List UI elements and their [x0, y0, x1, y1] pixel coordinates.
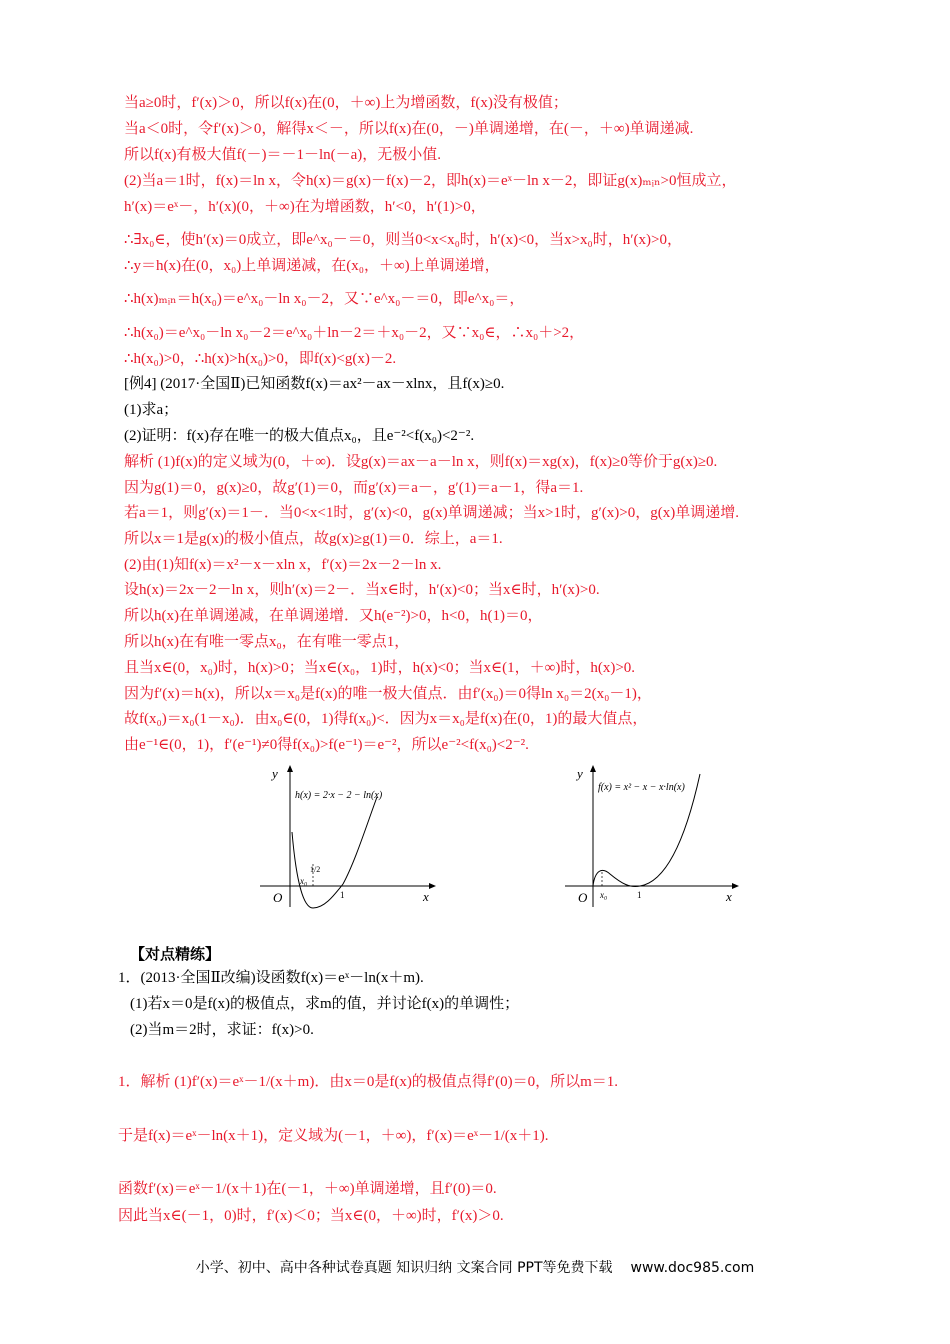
- graph-left-tick-one: 1: [340, 890, 345, 900]
- page-footer: [0, 1257, 950, 1277]
- text-line: 所以f(x)有极大值f(－)＝－1－ln(－a)，无极小值.: [124, 147, 442, 163]
- text-line: 设h(x)＝2x－2－ln x，则h′(x)＝2－．当x∈时，h′(x)<0；当x∈时，h′(x)>0.: [124, 582, 600, 598]
- footer-site-link[interactable]: www.doc985.com: [630, 1260, 755, 1276]
- graph-right-origin: O: [578, 890, 588, 905]
- text-line: (2)当m＝2时，求证：f(x)>0.: [130, 1022, 314, 1038]
- text-line: 所以h(x)在单调递减，在单调递增．又h(e⁻²)>0，h<0，h(1)＝0，: [124, 608, 543, 624]
- text-line: h′(x)＝eˣ－，h′(x)(0，＋∞)在为增函数，h′<0，h′(1)>0，: [124, 199, 486, 215]
- text-line: (1)若x＝0是f(x)的极值点，求m的值，并讨论f(x)的单调性；: [130, 996, 520, 1012]
- text-line: ∴y＝h(x)在(0，x₀)上单调递减，在(x₀，＋∞)上单调递增，: [124, 258, 500, 274]
- text-line: 函数f′(x)＝eˣ－1/(x＋1)在(－1，＋∞)单调递增，且f′(0)＝0.: [118, 1181, 497, 1197]
- text-line: (2)当a＝1时，f(x)＝ln x，令h(x)＝g(x)－f(x)－2，即h(x)＝eˣ－ln x－2，即证g(x)ₘᵢₙ>0恒成立，: [124, 173, 737, 189]
- graph-right-y-label: y: [577, 766, 583, 781]
- text-line: ∴∃x₀∈，使h′(x)＝0成立，即e^x₀－＝0，则当0<x<x₀时，h′(x)<0，当x>x₀时，h′(x)>0，: [124, 232, 683, 248]
- graph-left-origin: O: [273, 890, 283, 905]
- graph-left-y-label: y: [272, 766, 278, 781]
- text-line: (2)证明：f(x)存在唯一的极大值点x₀，且e⁻²<f(x₀)<2⁻².: [124, 428, 475, 444]
- text-line: 因此当x∈(－1，0)时，f′(x)＜0；当x∈(0，＋∞)时，f′(x)＞0.: [118, 1208, 504, 1224]
- graph-left-curve-label: h(x) = 2·x − 2 − ln(x): [295, 790, 383, 801]
- text-line: 且当x∈(0，x₀)时，h(x)>0；当x∈(x₀，1)时，h(x)<0；当x∈(1，＋∞)时，h(x)>0.: [124, 660, 636, 676]
- graph-right-tick-one: 1: [637, 890, 642, 900]
- text-line: 若a＝1，则g′(x)＝1－．当0<x<1时，g′(x)<0，g(x)单调递减；当x>1时，g′(x)>0，g(x)单调递增.: [124, 505, 740, 521]
- text-line: 故f(x₀)＝x₀(1－x₀)．由x₀∈(0，1)得f(x₀)<．因为x＝x₀是f(x)在(0，1)的最大值点，: [124, 711, 648, 727]
- text-line: 因为g(1)＝0，g(x)≥0，故g′(1)＝0，而g′(x)＝a－，g′(1)＝a－1，得a＝1.: [124, 480, 584, 496]
- text-line: (2)由(1)知f(x)＝x²－x－xln x，f′(x)＝2x－2－ln x.: [124, 557, 442, 573]
- text-line: ∴h(x)ₘᵢₙ＝h(x₀)＝e^x₀－ln x₀－2，又∵e^x₀－＝0，即e^x₀＝，: [124, 291, 525, 307]
- text-line: 所以x＝1是g(x)的极小值点，故g(x)≥g(1)＝0．综上，a＝1.: [124, 531, 503, 547]
- graph-left-tick-half: 1/2: [310, 865, 321, 874]
- text-line: 1．解析 (1)f′(x)＝eˣ－1/(x＋m)．由x＝0是f(x)的极值点得f′(0)＝0，所以m＝1.: [118, 1074, 618, 1090]
- text-line: 1．(2013·全国Ⅱ改编)设函数f(x)＝eˣ－ln(x＋m).: [118, 970, 424, 986]
- graph-right-curve-label: f(x) = x² − x − x·ln(x): [598, 782, 685, 793]
- graph-left-tick-x0: x₀: [300, 876, 308, 886]
- graph-f-function: [560, 762, 745, 912]
- text-line: 解析 (1)f(x)的定义域为(0，＋∞)．设g(x)＝ax－a－ln x，则f(x)＝xg(x)，f(x)≥0等价于g(x)≥0.: [124, 454, 718, 470]
- text-line: 于是f(x)＝eˣ－ln(x＋1)，定义域为(－1，＋∞)，f′(x)＝eˣ－1/(x＋1).: [118, 1128, 549, 1144]
- text-line: 当a＜0时，令f′(x)＞0，解得x＜－，所以f(x)在(0，－)单调递增，在(－，＋∞)单调递减.: [124, 121, 694, 137]
- text-line: 因为f′(x)＝h(x)，所以x＝x₀是f(x)的唯一极大值点．由f′(x₀)＝0得ln x₀＝2(x₀－1)，: [124, 686, 652, 702]
- text-line: [例4] (2017·全国Ⅱ)已知函数f(x)＝ax²－ax－xlnx，且f(x)≥0.: [124, 376, 505, 392]
- text-line: ∴h(x₀)>0，∴h(x)>h(x₀)>0，即f(x)<g(x)－2.: [124, 351, 397, 367]
- text-line: ∴h(x₀)＝e^x₀－ln x₀－2＝e^x₀＋ln－2＝＋x₀－2，又∵x₀∈，∴x₀＋>2，: [124, 325, 585, 341]
- text-line: 所以h(x)在有唯一零点x₀，在有唯一零点1，: [124, 634, 410, 650]
- graph-left-x-label: x: [423, 889, 429, 904]
- footer-text: 小学、初中、高中各种试卷真题 知识归纳 文案合同 PPT等免费下载: [195, 1260, 613, 1276]
- text-line: 由e⁻¹∈(0，1)，f′(e⁻¹)≠0得f(x₀)>f(e⁻¹)＝e⁻²，所以e⁻²<f(x₀)<2⁻².: [124, 737, 529, 753]
- text-line: 【对点精练】: [130, 947, 221, 963]
- text-line: (1)求a；: [124, 402, 179, 418]
- graph-h-function: [255, 762, 440, 912]
- text-line: 当a≥0时，f′(x)＞0，所以f(x)在(0，＋∞)上为增函数，f(x)没有极值；: [124, 95, 568, 111]
- graph-right-x-label: x: [726, 889, 732, 904]
- graph-right-tick-x0: x₀: [600, 890, 608, 900]
